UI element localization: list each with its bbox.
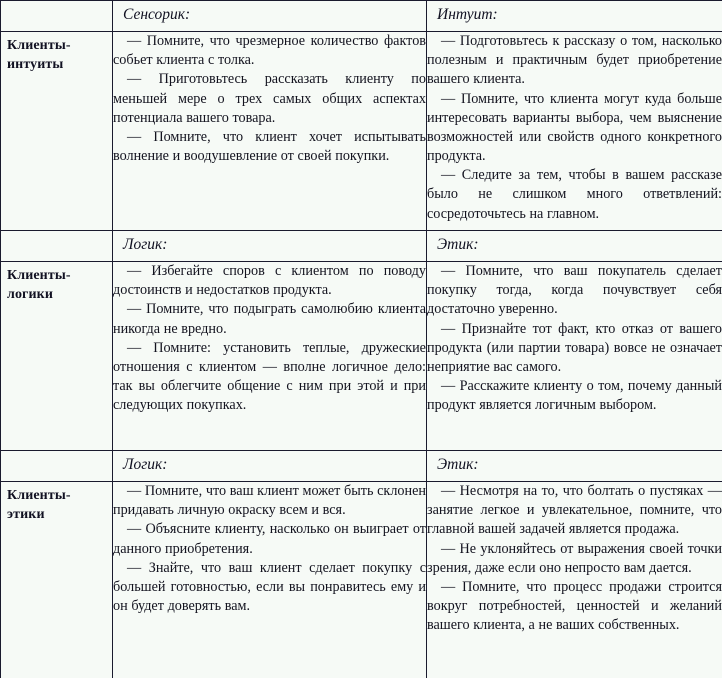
type-header-row — [1, 1, 722, 32]
type-header-row — [1, 451, 722, 482]
advice-item: — Следите за тем, чтобы в вашем рассказе было не слишком много ответвлений: сосредоточьтесь на главном. — [427, 167, 722, 222]
advice-item: — Несмотря на то, что болтать о пустяках — занятие легкое и увлекательное, помните, что главной вашей задачей является продажа. — [427, 483, 722, 538]
advice-item: — Приготовьтесь рассказать клиенту по меньшей мере о трех самых общих аспектах потенциала вашего товара. — [113, 71, 426, 126]
advice-item: — Помните, что клиент хочет испытывать волнение и воодушевление от своей покупки. — [113, 128, 426, 165]
client-type-label: Клиенты-интуиты — [7, 38, 71, 72]
client-type-cell-ethics — [1, 482, 113, 678]
table-row — [1, 482, 722, 678]
type-header-label: Интуит: — [437, 6, 498, 23]
corner-label — [1, 231, 112, 240]
type-header-sensoric — [113, 1, 427, 32]
advice-item: — Избегайте споров с клиентом по поводу достоинств и недостатков продукта. — [113, 263, 426, 299]
advice-item: — Расскажите клиенту о том, почему данный продукт является логичным выбором. — [427, 378, 722, 414]
advice-item: — Помните, что чрезмерное количество фактов собьет клиента с толка. — [113, 33, 426, 69]
client-type-label: Клиенты-логики — [7, 268, 71, 302]
type-header-intuit — [427, 1, 722, 32]
advice-cell-ethic — [427, 482, 722, 678]
corner-cell — [1, 231, 113, 262]
advice-cell-logic — [113, 262, 427, 451]
advice-item: — Не уклоняйтесь от выражения своей точки зрения, даже если оно непросто вам дается. — [427, 540, 722, 576]
type-header-logic — [113, 231, 427, 262]
table-row — [1, 262, 722, 451]
client-type-cell-logics — [1, 262, 113, 451]
advice-item: — Помните, что клиента могут куда больше интересовать варианты выбора, чем выяснение возможностей или свойств одного конкретного продукта. — [427, 90, 722, 165]
type-header-label: Логик: — [123, 456, 168, 473]
type-header-ethic — [427, 231, 722, 262]
type-header-logic — [113, 451, 427, 482]
advice-cell-intuit — [427, 32, 722, 231]
corner-cell — [1, 1, 113, 32]
type-header-row — [1, 231, 722, 262]
advice-cell-ethic — [427, 262, 722, 451]
client-type-label: Клиенты-этики — [7, 488, 71, 522]
advice-item: — Знайте, что ваш клиент сделает покупку с большей готовностью, если вы понравитесь ему и он будет доверять вам. — [113, 559, 426, 615]
advice-item: — Помните, что подыграть самолюбию клиента никогда не вредно. — [113, 301, 426, 337]
table-row — [1, 32, 722, 231]
advice-cell-logic — [113, 482, 427, 678]
client-type-cell-intuity — [1, 32, 113, 231]
type-header-ethic — [427, 451, 722, 482]
advice-item: — Подготовьтесь к рассказу о том, насколько полезным и практичным будет приобретение вашего клиента. — [427, 33, 722, 88]
corner-label — [1, 451, 112, 460]
corner-cell — [1, 451, 113, 482]
advice-cell-sensoric — [113, 32, 427, 231]
type-header-label: Этик: — [437, 456, 479, 473]
advice-item: — Объясните клиенту, насколько он выиграет от данного приобретения. — [113, 521, 426, 557]
advice-item: — Помните, что ваш покупатель сделает покупку тогда, когда почувствует себя достаточно уверенно. — [427, 263, 722, 318]
type-header-label: Этик: — [437, 236, 479, 253]
type-header-label: Логик: — [123, 236, 168, 253]
corner-label — [1, 1, 112, 10]
advice-item: — Признайте тот факт, кто отказ от вашего продукта (или партии товара) вовсе не означает неприятие вас самого. — [427, 320, 722, 375]
advice-item: — Помните, что ваш клиент может быть склонен придавать личную окраску всем и вся. — [113, 483, 426, 519]
advice-item: — Помните, что процесс продажи строится вокруг потребностей, ценностей и желаний вашего клиента, а не ваших собственных. — [427, 578, 722, 634]
type-header-label: Сенсорик: — [123, 6, 191, 23]
advice-item: — Помните: установить теплые, дружеские отношения с клиентом — вполне логичное дело: так вы облегчите общение с ним при этой и при следующих покупках. — [113, 339, 426, 414]
